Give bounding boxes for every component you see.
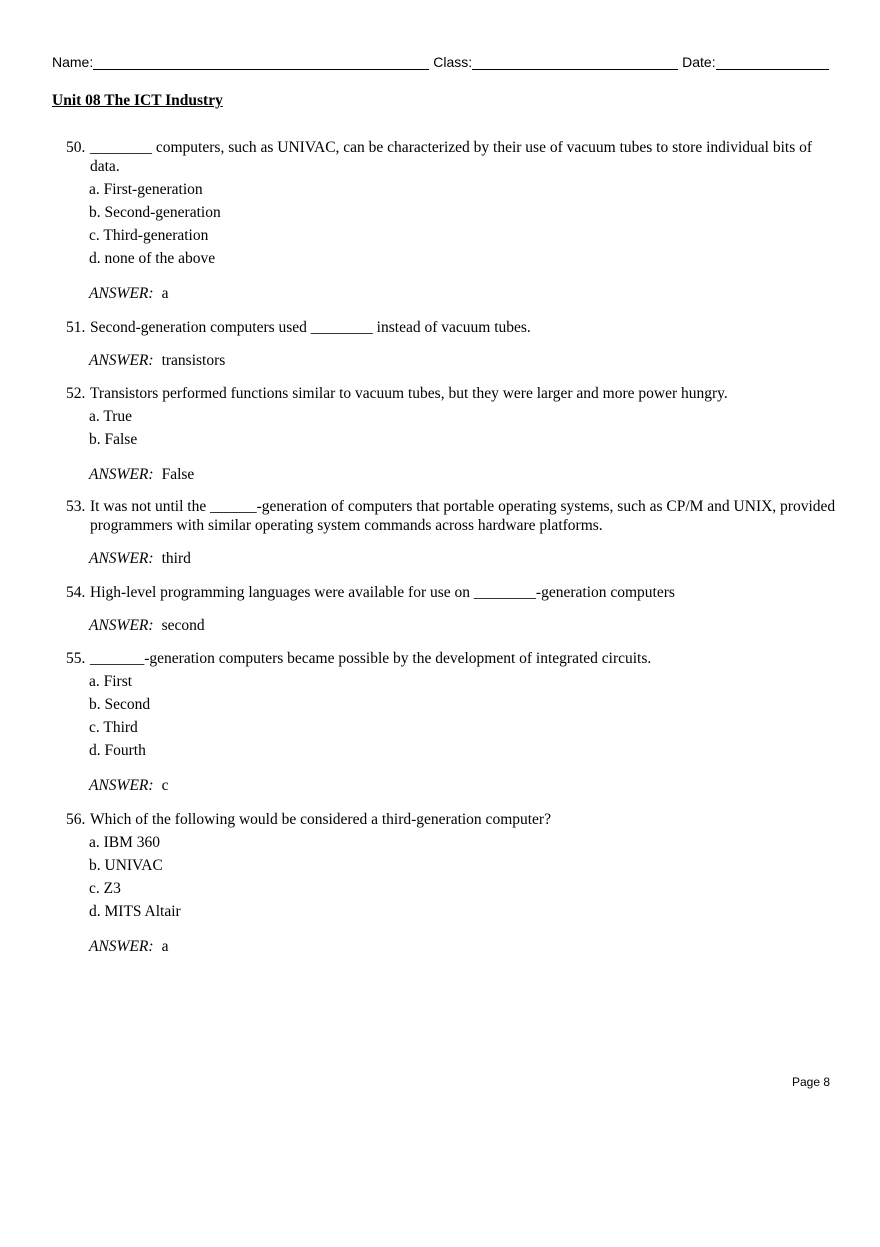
answer-value: second	[161, 617, 205, 634]
answer-line	[89, 465, 836, 484]
date-field-line	[716, 54, 829, 70]
question-56	[66, 810, 836, 956]
question-51	[66, 318, 836, 370]
question-text: Transistors performed functions similar to vacuum tubes, but they were larger and more power hungry.	[90, 385, 728, 402]
option-a: a. First	[89, 673, 133, 690]
answer-line	[89, 616, 836, 635]
page-number: Page 8	[792, 1075, 831, 1089]
option-a: a. IBM 360	[89, 834, 161, 851]
option-c: c. Third-generation	[89, 227, 209, 244]
class-field-line	[472, 54, 678, 70]
question-50	[66, 138, 836, 303]
question-number: 54.	[66, 584, 86, 601]
question-text: It was not until the ______-generation of computers that portable operating systems, such as CP/M and UNIX, provided programmers with similar operating system commands across hardware platforms.	[90, 498, 836, 534]
question-number: 56.	[66, 811, 86, 828]
answer-label: ANSWER:	[89, 777, 154, 794]
class-label: Class:	[433, 54, 473, 70]
question-text: Which of the following would be considered a third-generation computer?	[90, 811, 551, 828]
answer-line	[89, 776, 836, 795]
unit-title: Unit 08 The ICT Industry	[52, 92, 223, 109]
question-52	[66, 384, 836, 484]
name-label: Name:	[52, 54, 94, 70]
answer-label: ANSWER:	[89, 285, 154, 302]
question-54	[66, 583, 836, 635]
question-text: High-level programming languages were available for use on ________-generation computers	[90, 584, 675, 601]
question-number: 52.	[66, 385, 86, 402]
answer-line	[89, 284, 836, 303]
option-b: b. False	[89, 431, 138, 448]
answer-value: transistors	[161, 352, 226, 369]
option-d: d. Fourth	[89, 742, 146, 759]
answer-label: ANSWER:	[89, 550, 154, 567]
answer-label: ANSWER:	[89, 352, 154, 369]
option-b: b. UNIVAC	[89, 857, 163, 874]
option-b: b. Second-generation	[89, 204, 221, 221]
date-label: Date:	[682, 54, 716, 70]
question-text: ________ computers, such as UNIVAC, can be characterized by their use of vacuum tubes to store individual bits of data.	[90, 139, 813, 175]
answer-line	[89, 351, 836, 370]
answer-label: ANSWER:	[89, 938, 154, 955]
answer-value: third	[161, 550, 191, 567]
answer-value: False	[161, 466, 195, 483]
answer-value: a	[161, 285, 169, 302]
option-d: d. MITS Altair	[89, 903, 181, 920]
question-number: 53.	[66, 498, 86, 515]
answer-value: c	[161, 777, 169, 794]
option-a: a. True	[89, 408, 133, 425]
question-53	[66, 497, 836, 568]
answer-value: a	[161, 938, 169, 955]
answer-label: ANSWER:	[89, 466, 154, 483]
option-c: c. Third	[89, 719, 138, 736]
answer-line	[89, 549, 836, 568]
answer-line	[89, 937, 836, 956]
option-c: c. Z3	[89, 880, 121, 897]
question-text: Second-generation computers used ________ instead of vacuum tubes.	[90, 319, 531, 336]
option-b: b. Second	[89, 696, 151, 713]
name-field-line	[93, 54, 429, 70]
answer-label: ANSWER:	[89, 617, 154, 634]
question-text: _______-generation computers became possible by the development of integrated circuits.	[90, 650, 652, 667]
header-fields	[52, 52, 829, 70]
option-a: a. First-generation	[89, 181, 203, 198]
question-55	[66, 649, 836, 795]
question-number: 50.	[66, 139, 86, 156]
option-d: d. none of the above	[89, 250, 216, 267]
question-number: 51.	[66, 319, 86, 336]
question-number: 55.	[66, 650, 86, 667]
